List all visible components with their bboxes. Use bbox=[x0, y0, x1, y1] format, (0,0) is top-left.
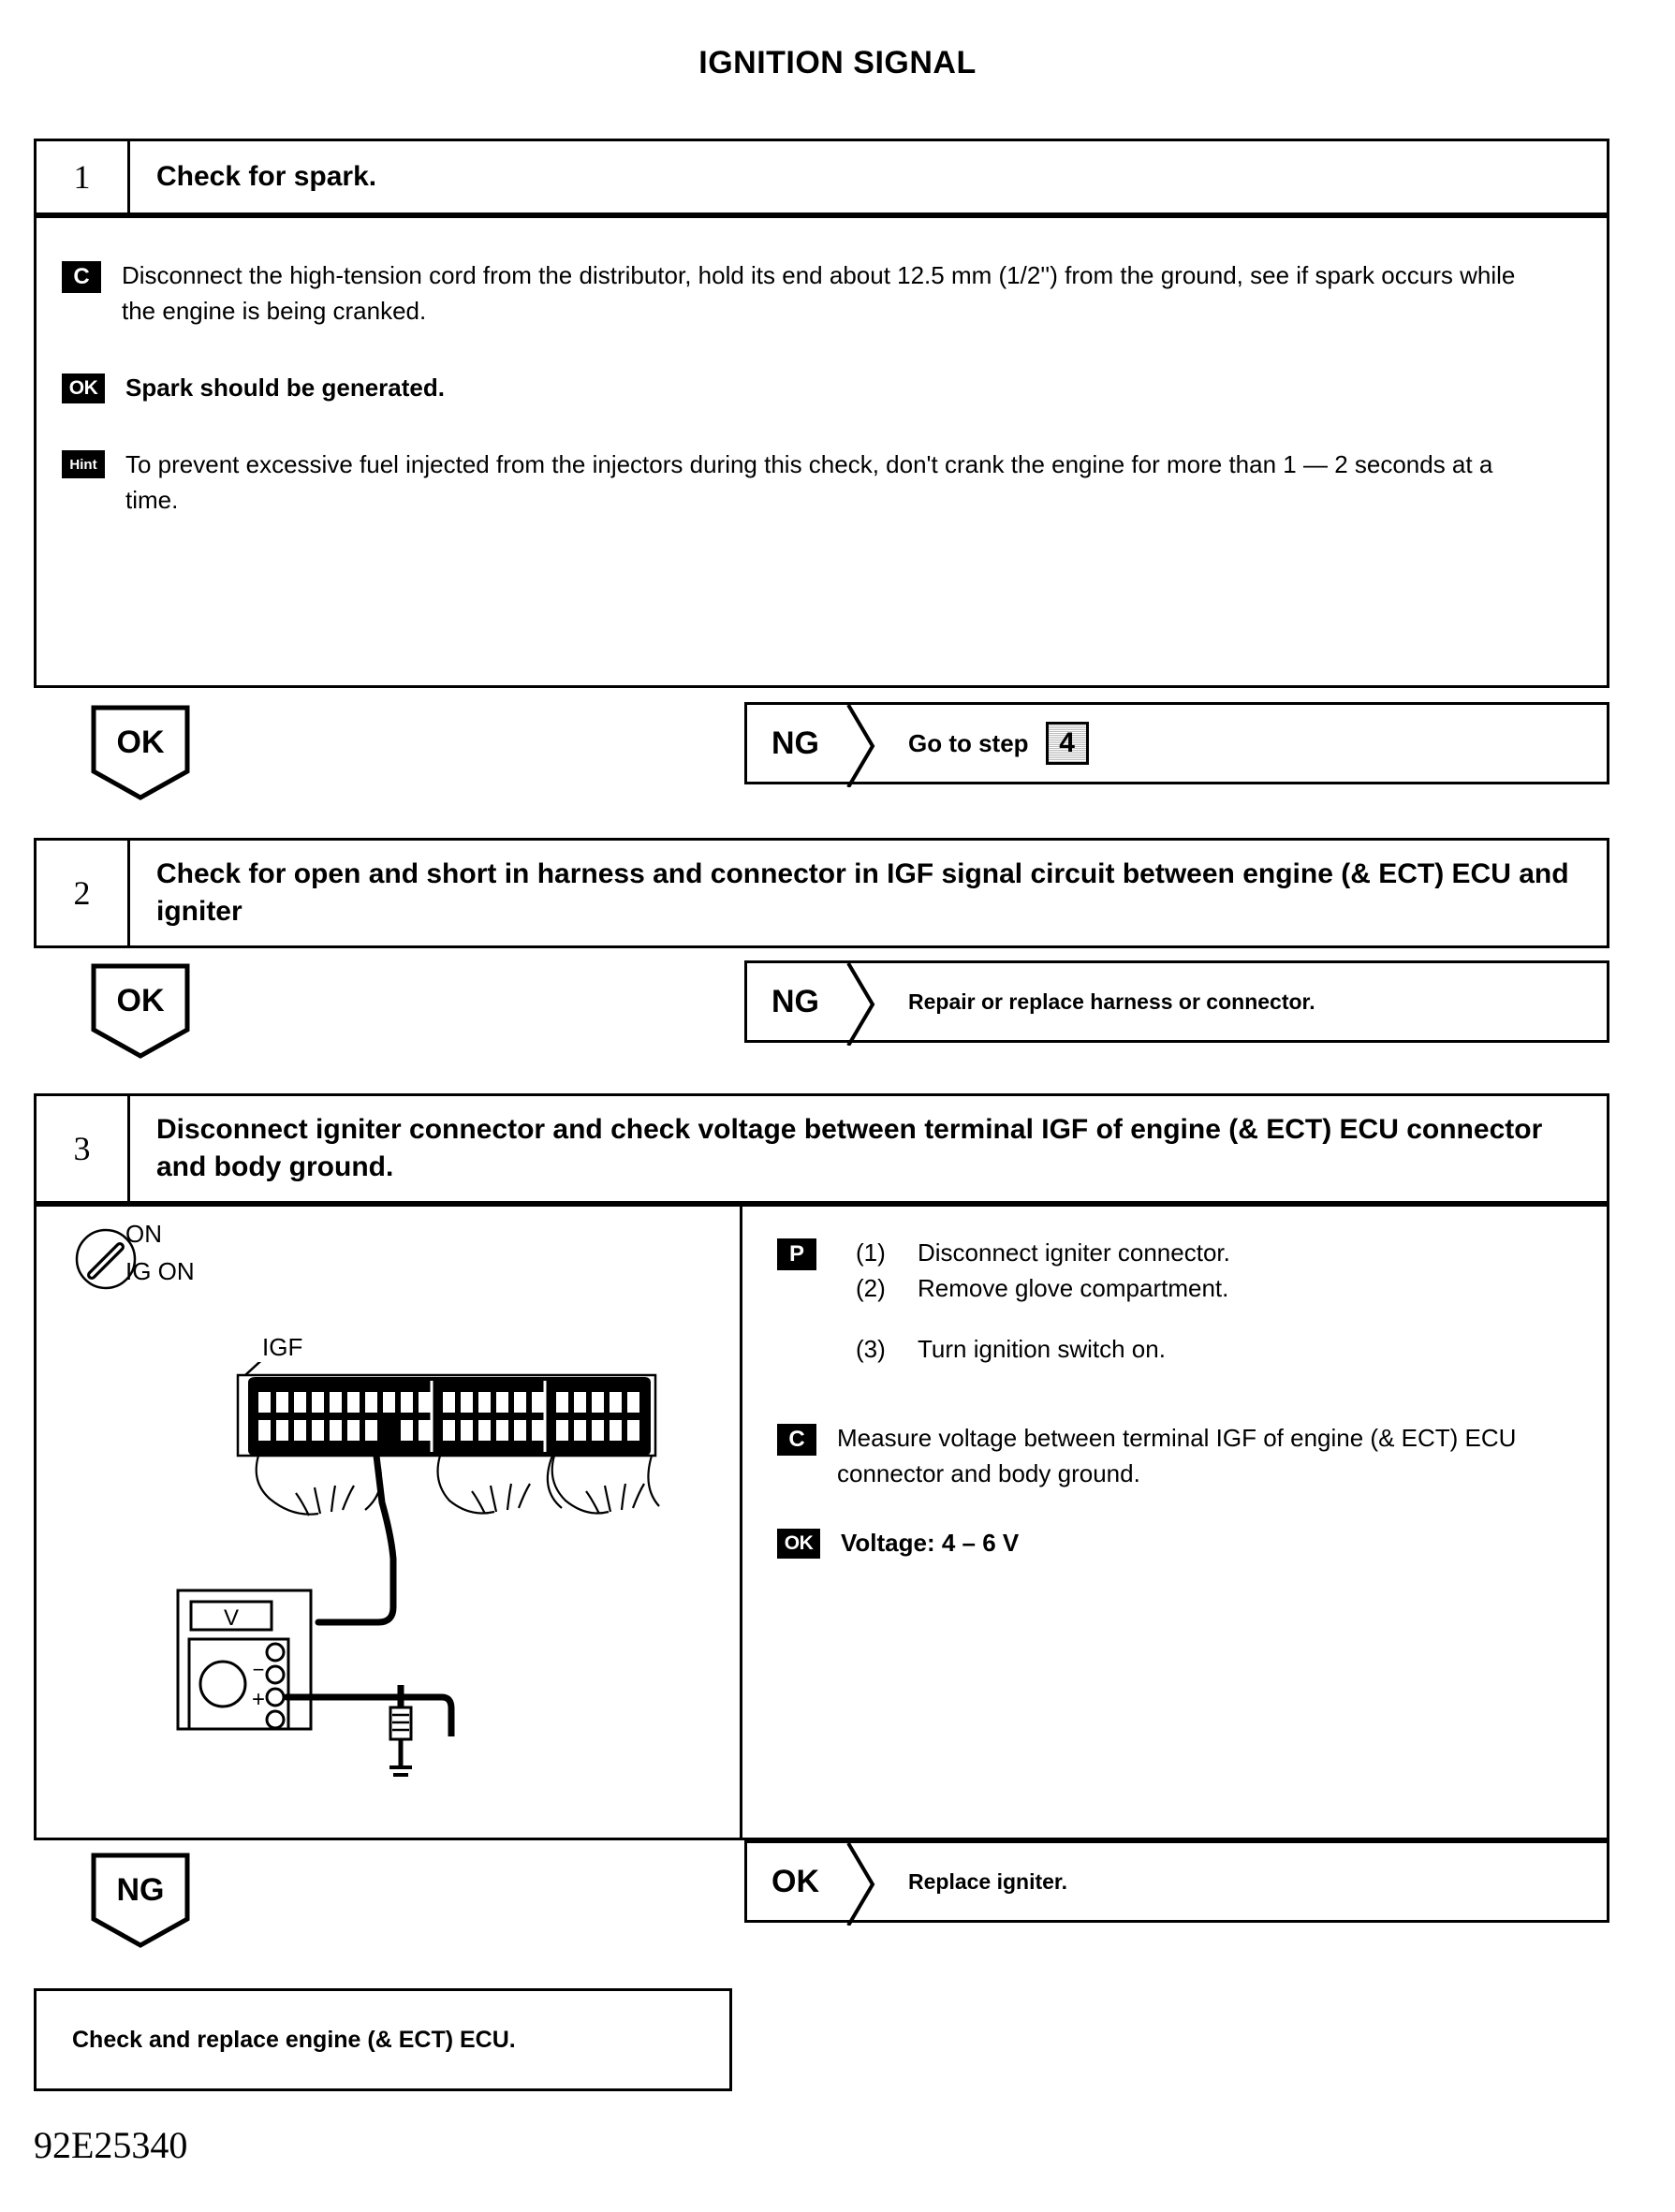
step-3-check-text: Measure voltage between terminal IGF of engine (& ECT) ECU connector and body ground. bbox=[837, 1424, 1517, 1487]
step-2-title: Check for open and short in harness and connector in IGF signal circuit between engine (& ECT) ECU and igniter bbox=[156, 857, 1569, 927]
step-3-instruction-ok bbox=[777, 1526, 1582, 1561]
step-1-header-box bbox=[34, 139, 1609, 215]
step-1-ng-label: NG bbox=[771, 725, 819, 761]
step-1-instruction-check bbox=[62, 258, 1550, 329]
goto-step-number: 4 bbox=[1059, 727, 1075, 758]
hint-tag-icon: Hint bbox=[62, 450, 105, 478]
svg-text:+: + bbox=[251, 1687, 266, 1712]
step-3-panel-divider bbox=[740, 1204, 742, 1840]
chevron-right-icon bbox=[845, 963, 876, 1040]
step-1-number: 1 bbox=[37, 141, 130, 212]
step-2-ok-label: OK bbox=[116, 983, 165, 1018]
step-2-header-box bbox=[34, 838, 1609, 948]
step-2-ng-outcome-box bbox=[744, 960, 1609, 1043]
step-3-ng-outcome bbox=[90, 1852, 191, 1949]
igf-terminal-label: IGF bbox=[262, 1333, 303, 1361]
chevron-right-icon bbox=[845, 705, 876, 782]
check-tag-icon: C bbox=[777, 1424, 816, 1456]
ground-probe-icon bbox=[380, 1685, 421, 1788]
substep-2-text: Remove glove compartment. bbox=[918, 1273, 1229, 1302]
step-3-header-box bbox=[34, 1093, 1609, 1204]
step-2-number: 2 bbox=[37, 841, 130, 945]
switch-state-on-label: ON bbox=[125, 1220, 162, 1248]
step-1-title: Check for spark. bbox=[156, 160, 377, 192]
step-3-prepare-substeps bbox=[856, 1236, 1230, 1368]
step-1-ok-text: Spark should be generated. bbox=[125, 374, 445, 402]
svg-text:−: − bbox=[252, 1658, 265, 1681]
substep-spacer bbox=[856, 1306, 1230, 1332]
step-2-ng-text: Repair or replace harness or connector. bbox=[908, 989, 1315, 1014]
step-2-ok-outcome bbox=[90, 962, 191, 1060]
step-1-hint-text: To prevent excessive fuel injected from the injectors during this check, don't crank the engine for more than 1 — 2 seconds at a time. bbox=[125, 450, 1493, 514]
step-3-number: 3 bbox=[37, 1096, 130, 1201]
step-3-ok-label: OK bbox=[771, 1863, 819, 1899]
step-3-title: Disconnect igniter connector and check voltage between terminal IGF of engine (& ECT) ECU connector and body ground. bbox=[156, 1113, 1543, 1182]
substep-3-text: Turn ignition switch on. bbox=[918, 1335, 1166, 1364]
step-3-ok-outcome-box bbox=[744, 1840, 1609, 1923]
step-1-check-text: Disconnect the high-tension cord from the distributor, hold its end about 12.5 mm (1/2'') from the ground, see if spark occurs while the engine is being cranked. bbox=[122, 261, 1516, 325]
step-3-ok-text: Voltage: 4 – 6 V bbox=[841, 1529, 1020, 1557]
ok-tag-icon: OK bbox=[62, 374, 105, 403]
step-3-instruction-prepare bbox=[777, 1236, 1582, 1368]
ok-tag-icon: OK bbox=[777, 1529, 820, 1559]
conclusion-text: Check and replace engine (& ECT) ECU. bbox=[72, 2026, 516, 2053]
step-2-ng-label: NG bbox=[771, 983, 819, 1019]
step-1-ok-outcome bbox=[90, 704, 191, 801]
conclusion-box bbox=[34, 1988, 732, 2091]
svg-text:V: V bbox=[223, 1605, 240, 1631]
substep-1-text: Disconnect igniter connector. bbox=[918, 1238, 1230, 1267]
step-1-ng-text: Go to step bbox=[908, 728, 1029, 757]
step-1-ok-label: OK bbox=[116, 725, 165, 760]
page-code: 92E25340 bbox=[34, 2124, 188, 2166]
goto-step-badge[interactable] bbox=[1046, 722, 1089, 765]
step-1-instruction-ok bbox=[62, 371, 1550, 406]
step-1-instruction-hint bbox=[62, 447, 1550, 518]
step-3-ng-label: NG bbox=[116, 1872, 165, 1908]
prepare-tag-icon: P bbox=[777, 1238, 816, 1270]
substep-1-number: (1) bbox=[856, 1238, 886, 1267]
step-1-ng-outcome-box bbox=[744, 702, 1609, 784]
switch-state-ig-on-label: IG ON bbox=[125, 1257, 195, 1285]
substep-2-number: (2) bbox=[856, 1273, 886, 1302]
substep-3-number: (3) bbox=[856, 1335, 886, 1364]
step-3-instruction-check bbox=[777, 1421, 1582, 1491]
check-tag-icon: C bbox=[62, 261, 101, 293]
chevron-right-icon bbox=[845, 1843, 876, 1920]
ecu-connector-meter-diagram bbox=[169, 1362, 693, 1736]
page-title: IGNITION SIGNAL bbox=[698, 45, 977, 81]
step-3-ok-text: Replace igniter. bbox=[908, 1868, 1068, 1894]
